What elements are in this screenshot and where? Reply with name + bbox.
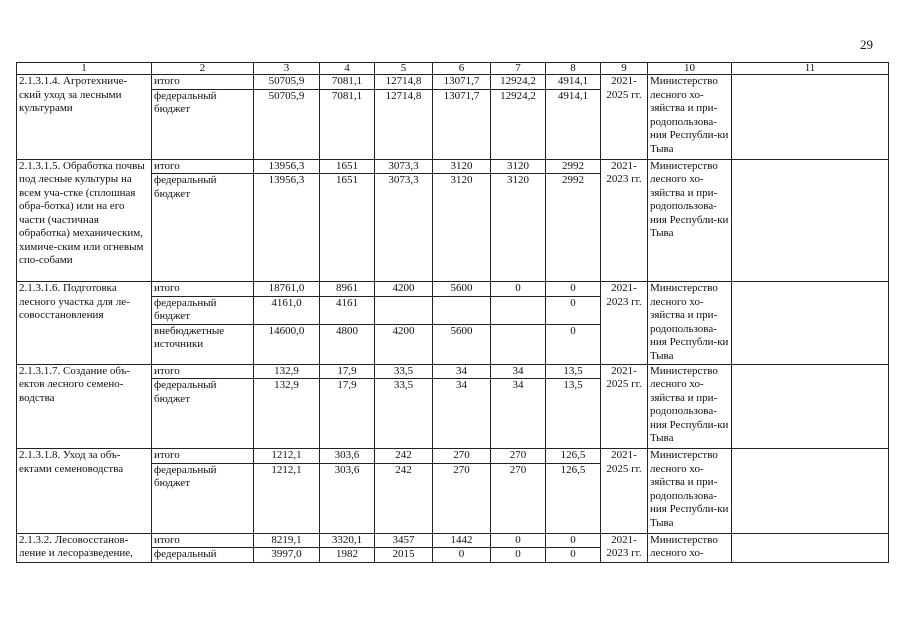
- amount-cell: 0: [491, 282, 546, 297]
- item-name-cell: 2.1.3.1.4. Агротехниче-ский уход за лесными культурами: [17, 75, 152, 160]
- amount-cell: 8219,1: [254, 533, 320, 548]
- amount-cell: 270: [433, 463, 491, 533]
- table-row: [17, 159, 889, 174]
- amount-cell: 3120: [491, 159, 546, 174]
- funding-source-cell: итого: [152, 364, 254, 379]
- period-cell: 2021-2023 гг.: [601, 533, 648, 562]
- amount-cell: [375, 296, 433, 324]
- amount-cell: 13956,3: [254, 159, 320, 174]
- amount-cell: 2015: [375, 548, 433, 563]
- funding-source-cell: федеральный бюджет: [152, 463, 254, 533]
- amount-cell: 1212,1: [254, 463, 320, 533]
- col11-cell: [732, 533, 889, 562]
- amount-cell: [491, 324, 546, 364]
- amount-cell: [433, 296, 491, 324]
- executor-cell: Министерство лесного хо-зяйства и при-родопользова-ния Республи-ки Тыва: [648, 364, 732, 449]
- amount-cell: 33,5: [375, 364, 433, 379]
- funding-source-cell: федеральный: [152, 548, 254, 563]
- funding-source-cell: итого: [152, 533, 254, 548]
- amount-cell: 3997,0: [254, 548, 320, 563]
- amount-cell: 7081,1: [320, 75, 375, 90]
- col-header: 1: [17, 63, 152, 75]
- amount-cell: 12714,8: [375, 89, 433, 159]
- amount-cell: 13071,7: [433, 89, 491, 159]
- page-number: 29: [860, 37, 873, 52]
- amount-cell: 34: [491, 379, 546, 449]
- amount-cell: 34: [491, 364, 546, 379]
- funding-source-cell: итого: [152, 449, 254, 464]
- amount-cell: 3073,3: [375, 159, 433, 174]
- amount-cell: 0: [433, 548, 491, 563]
- executor-cell: Министерство лесного хо-зяйства и при-родопользова-ния Республи-ки Тыва: [648, 75, 732, 160]
- amount-cell: 18761,0: [254, 282, 320, 297]
- col11-cell: [732, 75, 889, 160]
- amount-cell: 132,9: [254, 379, 320, 449]
- amount-cell: 2992: [546, 159, 601, 174]
- period-cell: 2021-2025 гг.: [601, 364, 648, 449]
- amount-cell: 2992: [546, 174, 601, 282]
- item-name-cell: 2.1.3.1.6. Подготовка лесного участка для ле-совосстановления: [17, 282, 152, 365]
- amount-cell: 1651: [320, 174, 375, 282]
- amount-cell: 14600,0: [254, 324, 320, 364]
- amount-cell: 34: [433, 379, 491, 449]
- period-cell: 2021-2025 гг.: [601, 449, 648, 534]
- header-row: [17, 63, 889, 75]
- period-cell: 2021-2023 гг.: [601, 159, 648, 282]
- amount-cell: 3120: [433, 159, 491, 174]
- amount-cell: 12924,2: [491, 89, 546, 159]
- table-row: [17, 533, 889, 548]
- executor-cell: Министерство лесного хо-: [648, 533, 732, 562]
- amount-cell: 3457: [375, 533, 433, 548]
- funding-source-cell: федеральный бюджет: [152, 174, 254, 282]
- amount-cell: 12924,2: [491, 75, 546, 90]
- funding-source-cell: внебюджетные источники: [152, 324, 254, 364]
- amount-cell: 13071,7: [433, 75, 491, 90]
- amount-cell: 0: [546, 533, 601, 548]
- item-name-cell: 2.1.3.2. Лесовосстанов-ление и лесоразведение,: [17, 533, 152, 562]
- amount-cell: 0: [546, 548, 601, 563]
- amount-cell: 242: [375, 449, 433, 464]
- amount-cell: 0: [491, 533, 546, 548]
- amount-cell: 270: [491, 449, 546, 464]
- funding-source-cell: федеральный бюджет: [152, 89, 254, 159]
- table-row: [17, 75, 889, 90]
- amount-cell: 50705,9: [254, 75, 320, 90]
- executor-cell: Министерство лесного хо-зяйства и при-родопользова-ния Республи-ки Тыва: [648, 159, 732, 282]
- amount-cell: 0: [491, 548, 546, 563]
- amount-cell: 8961: [320, 282, 375, 297]
- col11-cell: [732, 449, 889, 534]
- amount-cell: 4161: [320, 296, 375, 324]
- amount-cell: 4914,1: [546, 75, 601, 90]
- amount-cell: 13,5: [546, 364, 601, 379]
- amount-cell: 3320,1: [320, 533, 375, 548]
- item-name-cell: 2.1.3.1.8. Уход за объ-ектами семеноводства: [17, 449, 152, 534]
- amount-cell: 126,5: [546, 449, 601, 464]
- period-cell: 2021-2023 гг.: [601, 282, 648, 365]
- col-header: 4: [320, 63, 375, 75]
- col-header: 6: [433, 63, 491, 75]
- col-header: 7: [491, 63, 546, 75]
- amount-cell: 3073,3: [375, 174, 433, 282]
- amount-cell: 4200: [375, 324, 433, 364]
- table-row: [17, 449, 889, 464]
- col-header: 9: [601, 63, 648, 75]
- amount-cell: 3120: [491, 174, 546, 282]
- amount-cell: 33,5: [375, 379, 433, 449]
- amount-cell: 1442: [433, 533, 491, 548]
- item-name-cell: 2.1.3.1.5. Обработка почвы под лесные культуры на всем уча-стке (сплошная обра-ботка) или на его части (частичная обработка) механическим, химиче-ским или огневым спо-собами: [17, 159, 152, 282]
- amount-cell: 3120: [433, 174, 491, 282]
- col-header: 8: [546, 63, 601, 75]
- amount-cell: 0: [546, 324, 601, 364]
- amount-cell: 5600: [433, 282, 491, 297]
- funding-source-cell: федеральный бюджет: [152, 296, 254, 324]
- amount-cell: 242: [375, 463, 433, 533]
- amount-cell: 17,9: [320, 364, 375, 379]
- amount-cell: 17,9: [320, 379, 375, 449]
- amount-cell: 270: [433, 449, 491, 464]
- amount-cell: 4161,0: [254, 296, 320, 324]
- amount-cell: 0: [546, 282, 601, 297]
- col-header: 5: [375, 63, 433, 75]
- amount-cell: 4800: [320, 324, 375, 364]
- funding-source-cell: итого: [152, 282, 254, 297]
- amount-cell: 1982: [320, 548, 375, 563]
- amount-cell: 4200: [375, 282, 433, 297]
- amount-cell: 13956,3: [254, 174, 320, 282]
- amount-cell: 132,9: [254, 364, 320, 379]
- col11-cell: [732, 364, 889, 449]
- col11-cell: [732, 159, 889, 282]
- amount-cell: 4914,1: [546, 89, 601, 159]
- amount-cell: [491, 296, 546, 324]
- amount-cell: 50705,9: [254, 89, 320, 159]
- amount-cell: 1651: [320, 159, 375, 174]
- program-table: [16, 62, 889, 563]
- col-header: 10: [648, 63, 732, 75]
- col-header: 3: [254, 63, 320, 75]
- amount-cell: 126,5: [546, 463, 601, 533]
- funding-source-cell: итого: [152, 75, 254, 90]
- amount-cell: 0: [546, 296, 601, 324]
- table-row: [17, 282, 889, 297]
- amount-cell: 13,5: [546, 379, 601, 449]
- executor-cell: Министерство лесного хо-зяйства и при-родопользова-ния Республи-ки Тыва: [648, 449, 732, 534]
- amount-cell: 5600: [433, 324, 491, 364]
- amount-cell: 7081,1: [320, 89, 375, 159]
- executor-cell: Министерство лесного хо-зяйства и при-родопользова-ния Республи-ки Тыва: [648, 282, 732, 365]
- item-name-cell: 2.1.3.1.7. Создание объ-ектов лесного семено-водства: [17, 364, 152, 449]
- col11-cell: [732, 282, 889, 365]
- period-cell: 2021-2025 гг.: [601, 75, 648, 160]
- funding-source-cell: федеральный бюджет: [152, 379, 254, 449]
- amount-cell: 34: [433, 364, 491, 379]
- col-header: 11: [732, 63, 889, 75]
- col-header: 2: [152, 63, 254, 75]
- amount-cell: 303,6: [320, 463, 375, 533]
- amount-cell: 303,6: [320, 449, 375, 464]
- amount-cell: 270: [491, 463, 546, 533]
- table-row: [17, 364, 889, 379]
- amount-cell: 1212,1: [254, 449, 320, 464]
- amount-cell: 12714,8: [375, 75, 433, 90]
- funding-source-cell: итого: [152, 159, 254, 174]
